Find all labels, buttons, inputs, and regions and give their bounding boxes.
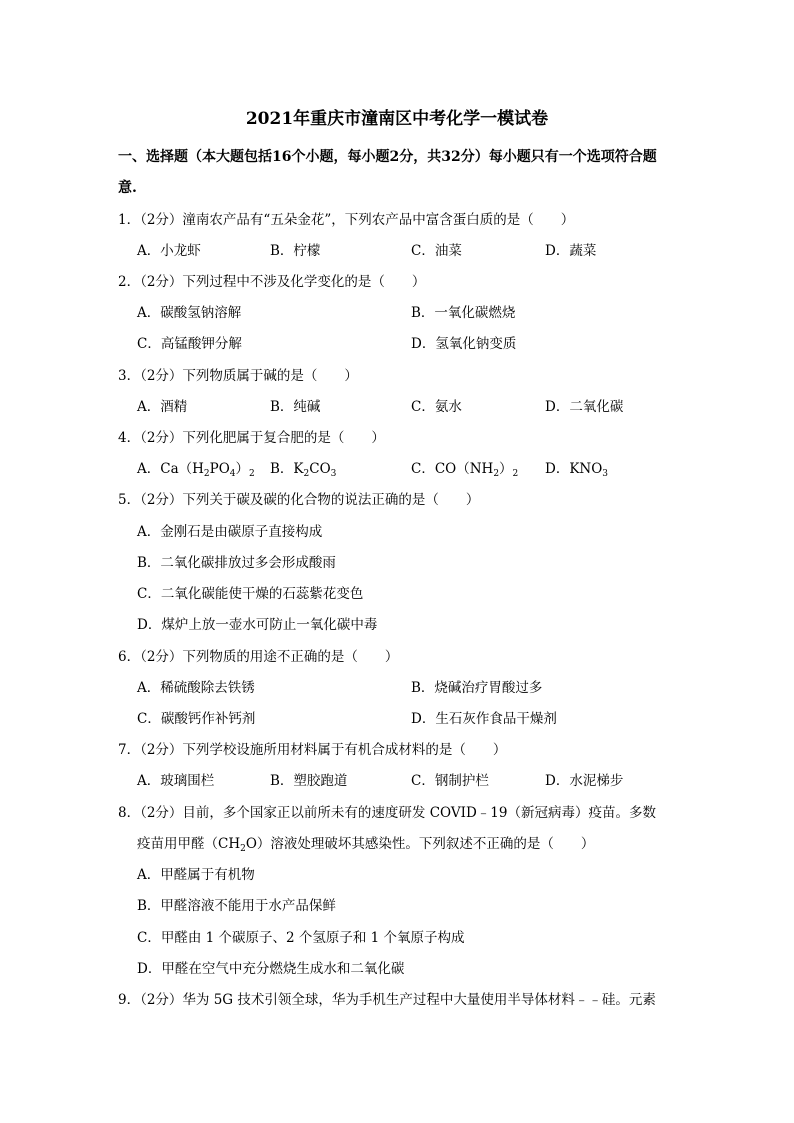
q6-option-b[interactable]: B．烧碱治疗胃酸过多 (411, 680, 543, 696)
section-heading-line2: 意. (118, 180, 137, 196)
question-9-stem: 9．（2分）华为 5G 技术引领全球，华为手机生产过程中大量使用半导体材料﹣﹣硅。元素 (118, 992, 656, 1008)
q4-option-b[interactable]: B．$K_2CO_3$ (270, 461, 337, 479)
q1-option-a[interactable]: A．小龙虾 (137, 243, 201, 259)
question-1-options (0, 239, 794, 259)
q1-option-c[interactable]: C．油菜 (411, 243, 462, 259)
q5-option-b[interactable]: B．二氧化碳排放过多会形成酸雨 (137, 555, 336, 571)
question-7-options (0, 769, 794, 789)
section-heading-line1: 一、选择题（本大题包括16个小题，每小题2分，共32分）每小题只有一个选项符合题 (118, 149, 657, 165)
q5-option-d[interactable]: D．煤炉上放一壶水可防止一氧化碳中毒 (137, 617, 378, 633)
q8-option-c[interactable]: C．甲醛由 1 个碳原子、2 个氢原子和 1 个氧原子构成 (137, 930, 465, 946)
q3-option-c[interactable]: C．氨水 (411, 399, 462, 415)
question-8-stem-line2: 疫苗用甲醛$(CH_2O)$溶液处理破坏其感染性。下列叙述不正确的是（ ） (137, 836, 595, 854)
q3-option-d[interactable]: D．二氧化碳 (545, 399, 624, 415)
question-8-stem-line1: 8．（2分）目前，多个国家正以前所未有的速度研发 COVID﹣19（新冠病毒）疫苗。多数 (118, 805, 656, 821)
page-title: 2021年重庆市潼南区中考化学一模试卷 (245, 109, 549, 129)
question-7-stem: 7．（2分）下列学校设施所用材料属于有机合成材料的是（ ） (118, 742, 507, 758)
question-2-options-row1 (0, 301, 794, 321)
question-4-options (0, 457, 794, 477)
q8-option-a[interactable]: A．甲醛属于有机物 (137, 867, 255, 883)
q5-option-c[interactable]: C．二氧化碳能使干燥的石蕊紫花变色 (137, 586, 364, 602)
q6-option-a[interactable]: A．稀硫酸除去铁锈 (137, 680, 255, 696)
q2-option-a[interactable]: A．碳酸氢钠溶解 (137, 305, 242, 321)
q4-option-a[interactable]: A．$Ca(H_2PO_4)_2$ (137, 461, 255, 479)
q2-option-d[interactable]: D．氢氧化钠变质 (411, 336, 517, 352)
q7-option-c[interactable]: C．钢制护栏 (411, 773, 489, 789)
question-1-stem: 1．（2分）潼南农产品有“五朵金花”，下列农产品中富含蛋白质的是（ ） (118, 212, 575, 228)
q6-option-d[interactable]: D．生石灰作食品干燥剂 (411, 711, 557, 727)
q3-option-b[interactable]: B．纯碱 (270, 399, 321, 415)
q1-option-b[interactable]: B．柠檬 (270, 243, 321, 259)
question-3-stem: 3．（2分）下列物质属于碱的是（ ） (118, 368, 358, 384)
question-3-options (0, 395, 794, 415)
q4-option-d[interactable]: D．$KNO_3$ (545, 461, 609, 479)
question-2-stem: 2．（2分）下列过程中不涉及化学变化的是（ ） (118, 274, 426, 290)
q1-option-d[interactable]: D．蔬菜 (545, 243, 597, 259)
q7-option-a[interactable]: A．玻璃围栏 (137, 773, 215, 789)
q8-option-d[interactable]: D．甲醛在空气中充分燃烧生成水和二氧化碳 (137, 961, 405, 977)
question-6-options-row1 (0, 676, 794, 696)
question-6-stem: 6．（2分）下列物质的用途不正确的是（ ） (118, 649, 399, 665)
q2-option-b[interactable]: B．一氧化碳燃烧 (411, 305, 516, 321)
q7-option-d[interactable]: D．水泥梯步 (545, 773, 624, 789)
q6-option-c[interactable]: C．碳酸钙作补钙剂 (137, 711, 256, 727)
question-5-stem: 5．（2分）下列关于碳及碳的化合物的说法正确的是（ ） (118, 492, 480, 508)
q7-option-b[interactable]: B．塑胶跑道 (270, 773, 348, 789)
q2-option-c[interactable]: C．高锰酸钾分解 (137, 336, 242, 352)
q3-option-a[interactable]: A．酒精 (137, 399, 188, 415)
q4-option-c[interactable]: C．$CO(NH_2)_2$ (411, 461, 519, 479)
question-4-stem: 4．（2分）下列化肥属于复合肥的是（ ） (118, 430, 385, 446)
q8-option-b[interactable]: B．甲醛溶液不能用于水产品保鲜 (137, 898, 336, 914)
q5-option-a[interactable]: A．金刚石是由碳原子直接构成 (137, 524, 323, 540)
question-6-options-row2 (0, 707, 794, 727)
question-2-options-row2 (0, 332, 794, 352)
